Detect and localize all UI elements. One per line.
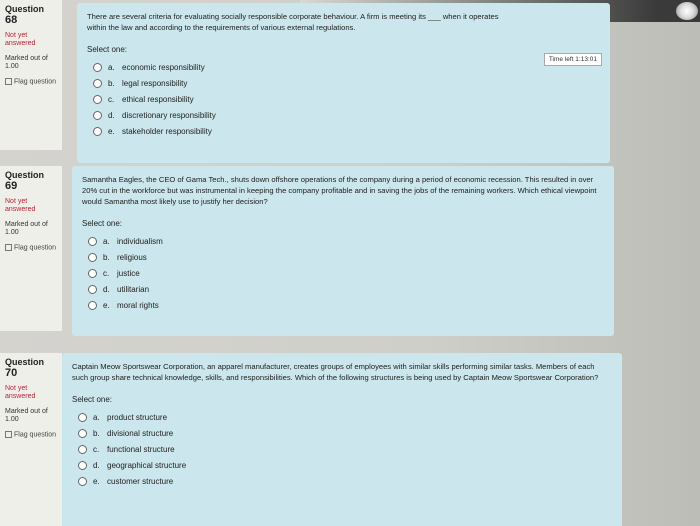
answer-option[interactable]: e. customer structure (78, 473, 612, 489)
radio-button[interactable] (88, 301, 97, 310)
radio-button[interactable] (93, 127, 102, 136)
answer-option[interactable]: b. legal responsibility (93, 75, 600, 91)
radio-button[interactable] (93, 79, 102, 88)
question-number: Question 68 (5, 4, 45, 26)
camera-glare (676, 2, 698, 20)
question-69-info (0, 166, 62, 331)
question-state: Not yet answered (5, 385, 36, 400)
question-marks: Marked out of 1.00 (5, 221, 48, 236)
question-state: Not yet answered (5, 32, 36, 47)
radio-button[interactable] (78, 461, 87, 470)
radio-button[interactable] (88, 285, 97, 294)
flag-question-link[interactable]: Flag question (5, 78, 57, 86)
question-number: Question 70 (5, 357, 45, 379)
question-text: Samantha Eagles, the CEO of Gama Tech., shuts down offshore operations of the company during a period of economic recession. This resulted in over 20% cut in the workforce but was instrumental in keeping the company profitable and in saving the jobs of the remaining workers. Which ethical viewpoint would Samantha most likely use to justify her decision? (82, 175, 597, 206)
question-number: Question 69 (5, 170, 45, 192)
select-one-label: Select one: (72, 395, 113, 404)
radio-button[interactable] (88, 237, 97, 246)
radio-button[interactable] (78, 429, 87, 438)
radio-button[interactable] (88, 253, 97, 262)
flag-icon (5, 431, 12, 438)
radio-button[interactable] (93, 111, 102, 120)
radio-button[interactable] (78, 477, 87, 486)
answer-option[interactable]: c. ethical responsibility (93, 91, 600, 107)
flag-question-link[interactable]: Flag question (5, 244, 57, 252)
radio-button[interactable] (93, 95, 102, 104)
question-68-content (77, 3, 610, 163)
radio-button[interactable] (88, 269, 97, 278)
question-70-info (0, 353, 62, 526)
question-marks: Marked out of 1.00 (5, 55, 48, 70)
answer-option[interactable]: e. stakeholder responsibility (93, 123, 600, 139)
time-left-badge: Time left 1:13:01 (544, 53, 602, 66)
question-69-content (72, 166, 614, 336)
answer-option[interactable]: e. moral rights (88, 297, 604, 313)
answer-option[interactable]: a. individualism (88, 233, 604, 249)
answer-option[interactable]: b. divisional structure (78, 425, 612, 441)
question-text: Captain Meow Sportswear Corporation, an apparel manufacturer, creates groups of employees with similar skills performing similar tasks. Members of each such group share technical knowledge, skills, and responsibilities. Which of the following structures is being used by Captain Meow Sportswear Corporation? (72, 362, 599, 382)
question-68-info (0, 0, 62, 150)
answer-option[interactable]: a. product structure (78, 409, 612, 425)
question-text: There are several criteria for evaluating socially responsible corporate behaviour. A firm is meeting its ___ when it operates within the law and according to the requirements of various external regulations. (87, 12, 499, 32)
radio-button[interactable] (78, 413, 87, 422)
answer-option[interactable]: d. discretionary responsibility (93, 107, 600, 123)
answer-option[interactable]: c. functional structure (78, 441, 612, 457)
flag-icon (5, 78, 12, 85)
question-marks: Marked out of 1.00 (5, 408, 48, 423)
answer-option[interactable]: d. utilitarian (88, 281, 604, 297)
radio-button[interactable] (93, 63, 102, 72)
radio-button[interactable] (78, 445, 87, 454)
question-70-content (62, 353, 622, 526)
answer-option[interactable]: b. religious (88, 249, 604, 265)
select-one-label: Select one: (82, 219, 123, 228)
flag-icon (5, 244, 12, 251)
answer-option[interactable]: c. justice (88, 265, 604, 281)
answer-option[interactable]: d. geographical structure (78, 457, 612, 473)
answer-option[interactable]: a. economic responsibility (93, 59, 600, 75)
select-one-label: Select one: (87, 45, 128, 54)
question-state: Not yet answered (5, 198, 36, 213)
flag-question-link[interactable]: Flag question (5, 431, 57, 439)
